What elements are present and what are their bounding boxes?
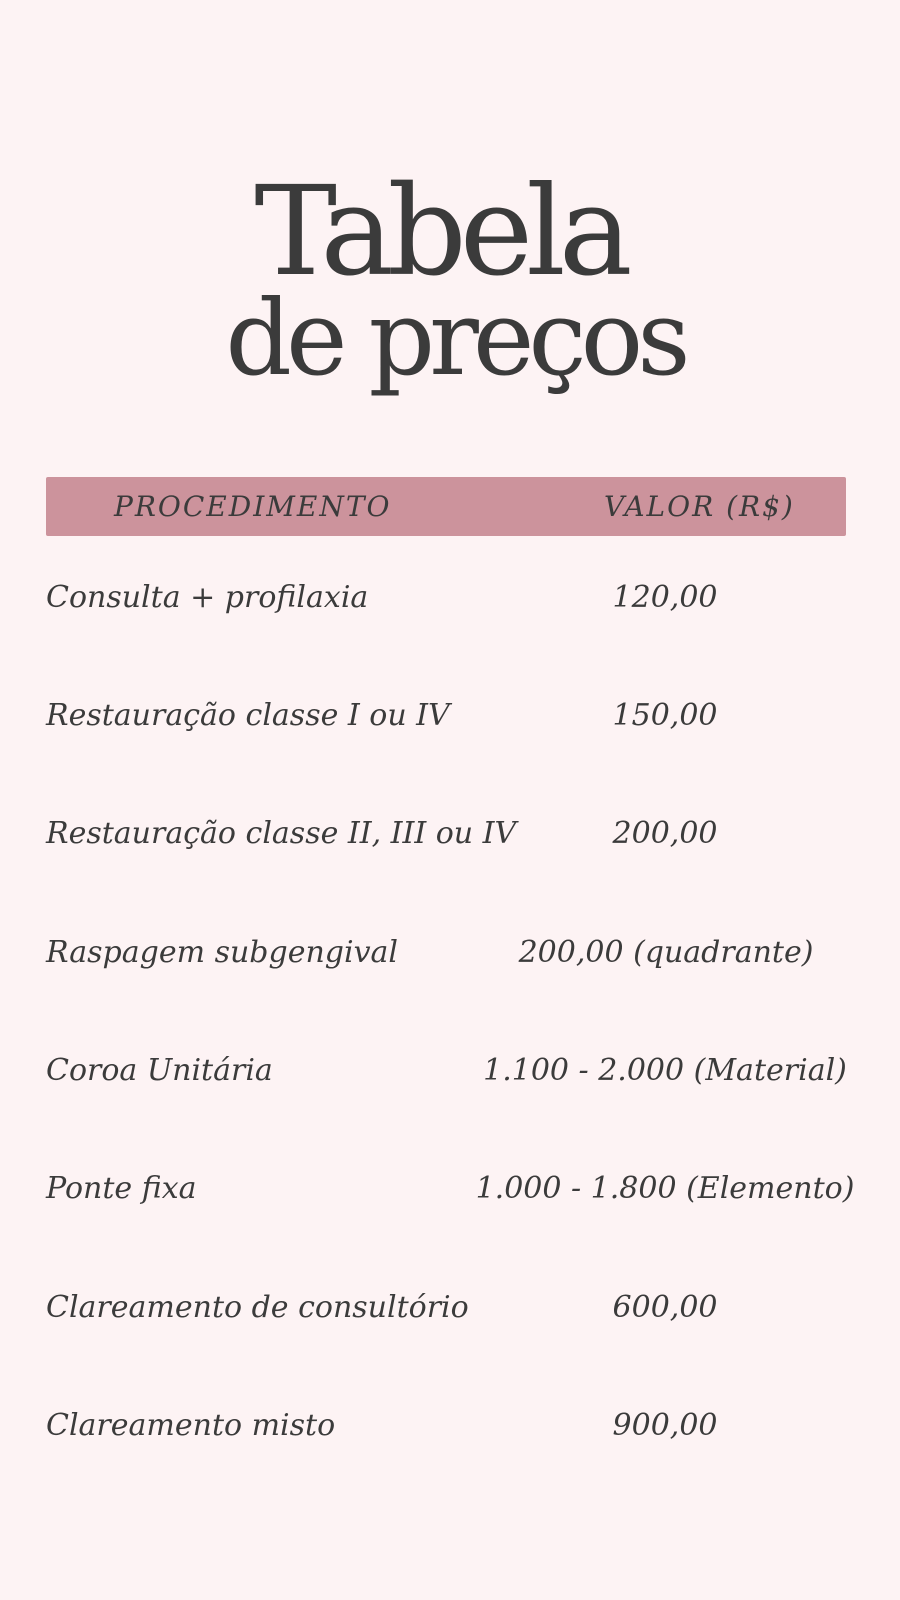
title-line-de-precos: de preços [225, 277, 685, 399]
row-procedure: Clareamento de consultório [46, 1290, 469, 1325]
row-procedure: Clareamento misto [46, 1408, 336, 1443]
row-procedure: Coroa Unitária [46, 1053, 273, 1088]
header-valor: VALOR (R$) [604, 490, 795, 523]
header-procedimento: PROCEDIMENTO [114, 490, 392, 523]
row-procedure: Restauração classe I ou IV [46, 698, 450, 733]
table-row: Clareamento misto 900,00 [0, 1406, 900, 1466]
row-procedure: Ponte fixa [46, 1171, 197, 1206]
table-row: Restauração classe II, III ou IV 200,00 [0, 814, 900, 874]
table-row: Consulta + profilaxia 120,00 [0, 578, 900, 638]
row-procedure: Raspagem subgengival [46, 935, 399, 970]
table-row: Ponte fixa 1.000 - 1.800 (Elemento) [0, 1169, 900, 1229]
page-title [0, 160, 900, 399]
table-row: Raspagem subgengival 200,00 (quadrante) [0, 933, 900, 993]
row-procedure: Restauração classe II, III ou IV [46, 816, 517, 851]
table-row: Restauração classe I ou IV 150,00 [0, 696, 900, 756]
table-row: Clareamento de consultório 600,00 [0, 1288, 900, 1348]
table-header [46, 477, 846, 536]
title-line-tabela: Tabela [254, 160, 626, 304]
row-procedure: Consulta + profilaxia [46, 580, 369, 615]
table-row: Coroa Unitária 1.100 - 2.000 (Material) [0, 1051, 900, 1111]
